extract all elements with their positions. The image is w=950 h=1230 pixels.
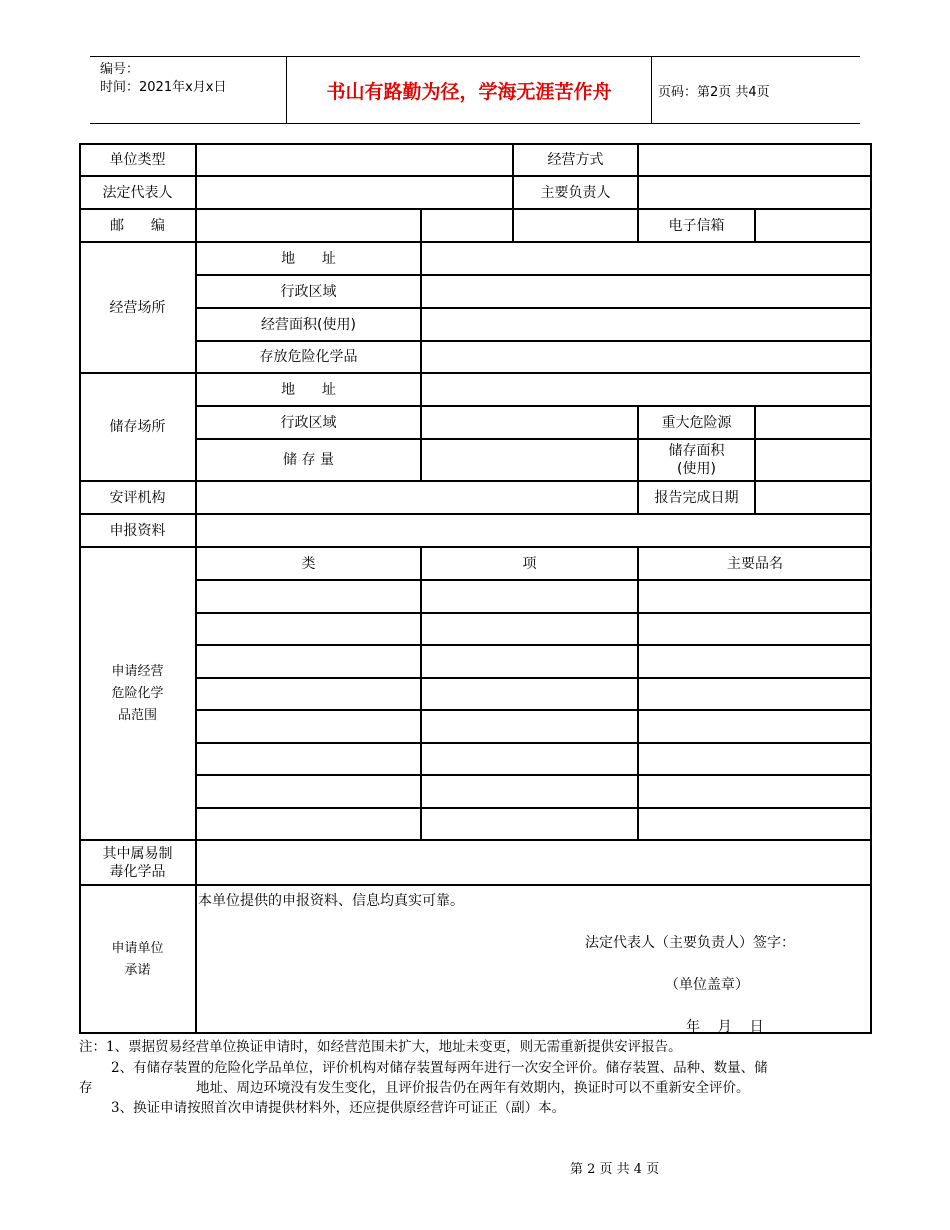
storage-address-field[interactable]: [421, 373, 872, 406]
major-hazard-field[interactable]: [755, 406, 872, 439]
scope-products-cell[interactable]: [638, 808, 872, 841]
report-date-field[interactable]: [755, 481, 872, 514]
scope-class-cell[interactable]: [196, 710, 421, 743]
precursor-label: 其中属易制 毒化学品: [79, 840, 196, 885]
business-mode-field[interactable]: [638, 143, 872, 176]
business-address-field[interactable]: [421, 242, 872, 275]
time-label: 时间：2021年x月x日: [100, 80, 227, 95]
scope-label: 申请经营 危险化学 品范围: [79, 547, 196, 840]
stored-chemicals-label: 存放危险化学品: [196, 341, 421, 373]
motto: 书山有路勤为径，学海无涯苦作舟: [286, 57, 652, 123]
postcode-field[interactable]: [196, 209, 421, 242]
safety-eval-field[interactable]: [196, 481, 638, 514]
scope-item-cell[interactable]: [421, 710, 638, 743]
note-4: 3、换证申请按照首次申请提供材料外，还应提供原经营许可证正（副）本。: [111, 1100, 566, 1116]
email-label: 电子信箱: [638, 209, 755, 242]
legal-rep-label: 法定代表人: [79, 176, 196, 209]
legal-rep-field[interactable]: [196, 176, 513, 209]
scope-item-cell[interactable]: [421, 775, 638, 808]
page-header: [90, 56, 860, 124]
storage-amount-label: 储 存 量: [196, 439, 421, 481]
col-products-header: 主要品名: [638, 547, 872, 580]
storage-address-label: 地 址: [196, 373, 421, 406]
unit-type-label: 单位类型: [79, 143, 196, 176]
scope-item-cell[interactable]: [421, 613, 638, 646]
postcode-field-2[interactable]: [421, 209, 513, 242]
seal-label: （单位盖章）: [665, 977, 749, 993]
report-date-label: 报告完成日期: [638, 481, 755, 514]
business-area-label: 经营面积(使用): [196, 308, 421, 341]
main-person-field[interactable]: [638, 176, 872, 209]
commitment-label: 申请单位 承诺: [79, 885, 196, 1034]
scope-class-cell[interactable]: [196, 580, 421, 613]
storage-region-label: 行政区域: [196, 406, 421, 439]
signature-label: 法定代表人（主要负责人）签字：: [585, 935, 795, 951]
scope-class-cell[interactable]: [196, 645, 421, 678]
scope-item-cell[interactable]: [421, 678, 638, 711]
scope-class-cell[interactable]: [196, 678, 421, 711]
date-label: 年 月 日: [686, 1019, 764, 1035]
scope-products-cell[interactable]: [638, 613, 872, 646]
application-docs-field[interactable]: [196, 514, 872, 547]
storage-area-label: 储存面积 (使用): [638, 439, 755, 481]
business-region-field[interactable]: [421, 275, 872, 308]
main-person-label: 主要负责人: [513, 176, 638, 209]
safety-eval-label: 安评机构: [79, 481, 196, 514]
business-mode-label: 经营方式: [513, 143, 638, 176]
scope-item-cell[interactable]: [421, 645, 638, 678]
note-3b: 地址、周边环境没有发生变化，且评价报告仍在两年有效期内，换证时可以不重新安全评价。: [196, 1080, 750, 1096]
scope-products-cell[interactable]: [638, 743, 872, 776]
header-meta: [100, 61, 226, 97]
stored-chemicals-field[interactable]: [421, 341, 872, 373]
number-label: 编号：: [100, 62, 140, 77]
business-site-label: 经营场所: [79, 242, 196, 373]
scope-products-cell[interactable]: [638, 775, 872, 808]
scope-class-cell[interactable]: [196, 808, 421, 841]
business-region-label: 行政区域: [196, 275, 421, 308]
page-footer: 第 2 页 共 4 页: [570, 1162, 660, 1177]
business-area-field[interactable]: [421, 308, 872, 341]
scope-class-cell[interactable]: [196, 613, 421, 646]
postcode-label: 邮 编: [79, 209, 196, 242]
scope-products-cell[interactable]: [638, 645, 872, 678]
email-field[interactable]: [755, 209, 872, 242]
business-address-label: 地 址: [196, 242, 421, 275]
storage-area-field[interactable]: [755, 439, 872, 481]
col-class-header: 类: [196, 547, 421, 580]
commitment-text: 本单位提供的申报资料、信息均真实可靠。: [198, 893, 464, 909]
scope-products-cell[interactable]: [638, 580, 872, 613]
precursor-field[interactable]: [196, 840, 872, 885]
scope-item-cell[interactable]: [421, 808, 638, 841]
scope-class-cell[interactable]: [196, 775, 421, 808]
col-item-header: 项: [421, 547, 638, 580]
scope-item-cell[interactable]: [421, 580, 638, 613]
note-1: 注：1、票据贸易经营单位换证申请时，如经营范围未扩大，地址未变更，则无需重新提供安评报告。: [79, 1039, 682, 1055]
storage-amount-field[interactable]: [421, 439, 638, 481]
page-info: 页码：第2页 共4页: [658, 85, 770, 100]
scope-products-cell[interactable]: [638, 678, 872, 711]
scope-products-cell[interactable]: [638, 710, 872, 743]
major-hazard-label: 重大危险源: [638, 406, 755, 439]
note-3a: 存: [79, 1080, 93, 1096]
unit-type-field[interactable]: [196, 143, 513, 176]
scope-class-cell[interactable]: [196, 743, 421, 776]
postcode-field-3[interactable]: [513, 209, 638, 242]
storage-region-field[interactable]: [421, 406, 638, 439]
scope-item-cell[interactable]: [421, 743, 638, 776]
storage-site-label: 储存场所: [79, 373, 196, 481]
application-docs-label: 申报资料: [79, 514, 196, 547]
note-2: 2、有储存装置的危险化学品单位，评价机构对储存装置每两年进行一次安全评价。储存装置、品种、数量、储: [111, 1060, 768, 1076]
